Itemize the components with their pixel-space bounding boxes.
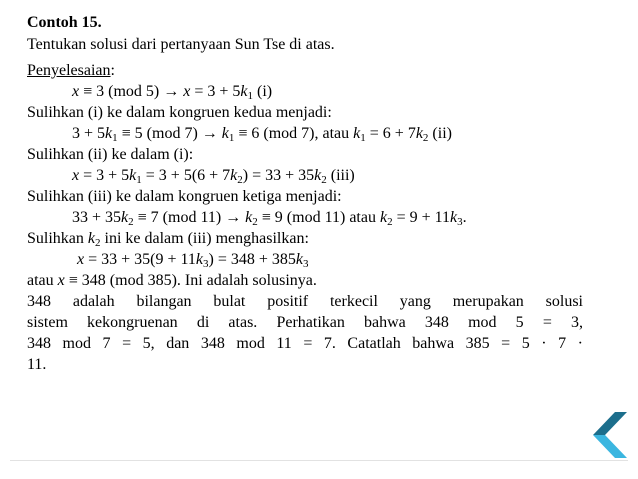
step-4: $33 + 35k_2 \equiv 7$ (mod $11) \to k_2 \equiv 9$ (mod 11) atau $k_2 = 9 + 11k_3$. [72, 209, 467, 228]
chevron-logo-icon [585, 410, 631, 460]
instruction-2: Sulihkan (ii) ke dalam (i): [27, 146, 194, 163]
step-3: $x = 3 + 5k_1 = 3 + 5(6 + 7k_2) = 33 + 35k_2$ (iii) [72, 167, 355, 186]
arrow-icon: → [225, 209, 242, 226]
step-1: x ≡ 3 (mod $5) \to x = 3 + 5k_1$ (i) [72, 83, 273, 102]
arrow-icon: → [163, 83, 180, 100]
paragraph-line-2: sistem kekongruenan di atas. Perhatikan bahwa 348 mod 5 = 3, [27, 314, 583, 331]
paragraph-line-3: 348 mod 7 = 5, dan 348 mod 11 = 7. Catatlah bahwa 385 = 5 · 7 · [27, 335, 583, 352]
logo-chevron-upper [593, 412, 627, 435]
solution-heading [27, 60, 583, 81]
paragraph-line-1: 348 adalah bilangan bulat positif terkecil yang merupakan solusi [27, 293, 583, 310]
solution-label: Penyelesaian [27, 62, 111, 79]
step-5: $x = 33 + 35(9 + 11k_3) = 348 + 385k_3$ [77, 251, 309, 270]
paragraph-line-4: 11. [27, 356, 47, 373]
example-title: Contoh 15. [27, 14, 102, 31]
logo-chevron-lower [593, 435, 627, 458]
step-6: atau x ≡ 348 (mod 385). Ini adalah solusinya. [27, 272, 317, 289]
step-2: $3 + 5k_1 \equiv 5$ (mod $7) \to k_1 \equiv 6$ (mod 7), atau $k_1 = 6 + 7k_2$ (ii) [72, 125, 452, 144]
document-body [27, 12, 583, 375]
arrow-icon: → [201, 125, 218, 142]
solution-colon: : [110, 62, 115, 79]
footer-divider [10, 460, 628, 461]
instruction-1: Sulihkan (i) ke dalam kongruen kedua menjadi: [27, 104, 332, 121]
question-text: Tentukan solusi dari pertanyaan Sun Tse di atas. [27, 36, 335, 53]
instruction-4: Sulihkan $k_2$ ini ke dalam (iii) menghasilkan: [27, 230, 309, 249]
instruction-3: Sulihkan (iii) ke dalam kongruen ketiga menjadi: [27, 188, 342, 205]
